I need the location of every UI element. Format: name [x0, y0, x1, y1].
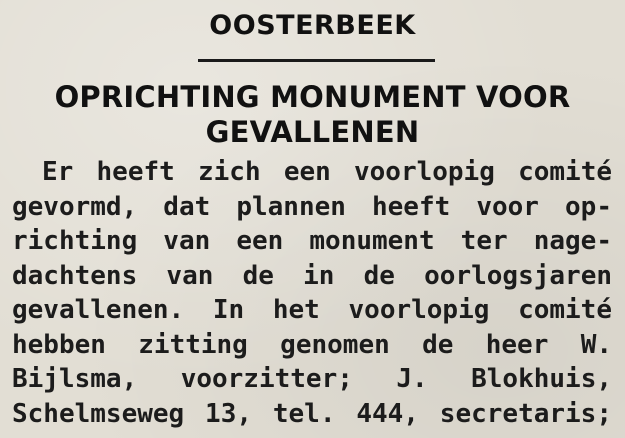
body-line: gevallenen. In het voorlopig comité	[12, 295, 612, 325]
section-heading: OOSTERBEEK	[209, 10, 416, 41]
heading-rule	[198, 59, 435, 62]
body-line: richting van een monument ter nage-	[12, 226, 612, 256]
body-line: Schelmseweg 13, tel. 444, secretaris;	[12, 398, 612, 429]
body-line: gevormd, dat plannen heeft voor op-	[12, 191, 612, 222]
body-line: Er heeft zich een voorlopig comité	[42, 157, 612, 187]
article-body	[12, 155, 612, 431]
headline-line: OPRICHTING MONUMENT VOOR	[54, 80, 571, 114]
article-headline	[0, 80, 625, 150]
body-line: Bijlsma, voorzitter; J. Blokhuis,	[12, 364, 612, 394]
body-line: hebben zitting genomen de heer W.	[12, 329, 612, 360]
headline-line: GEVALLENEN	[205, 115, 420, 149]
body-line: dachtens van de in de oorlogsjaren	[12, 260, 612, 291]
